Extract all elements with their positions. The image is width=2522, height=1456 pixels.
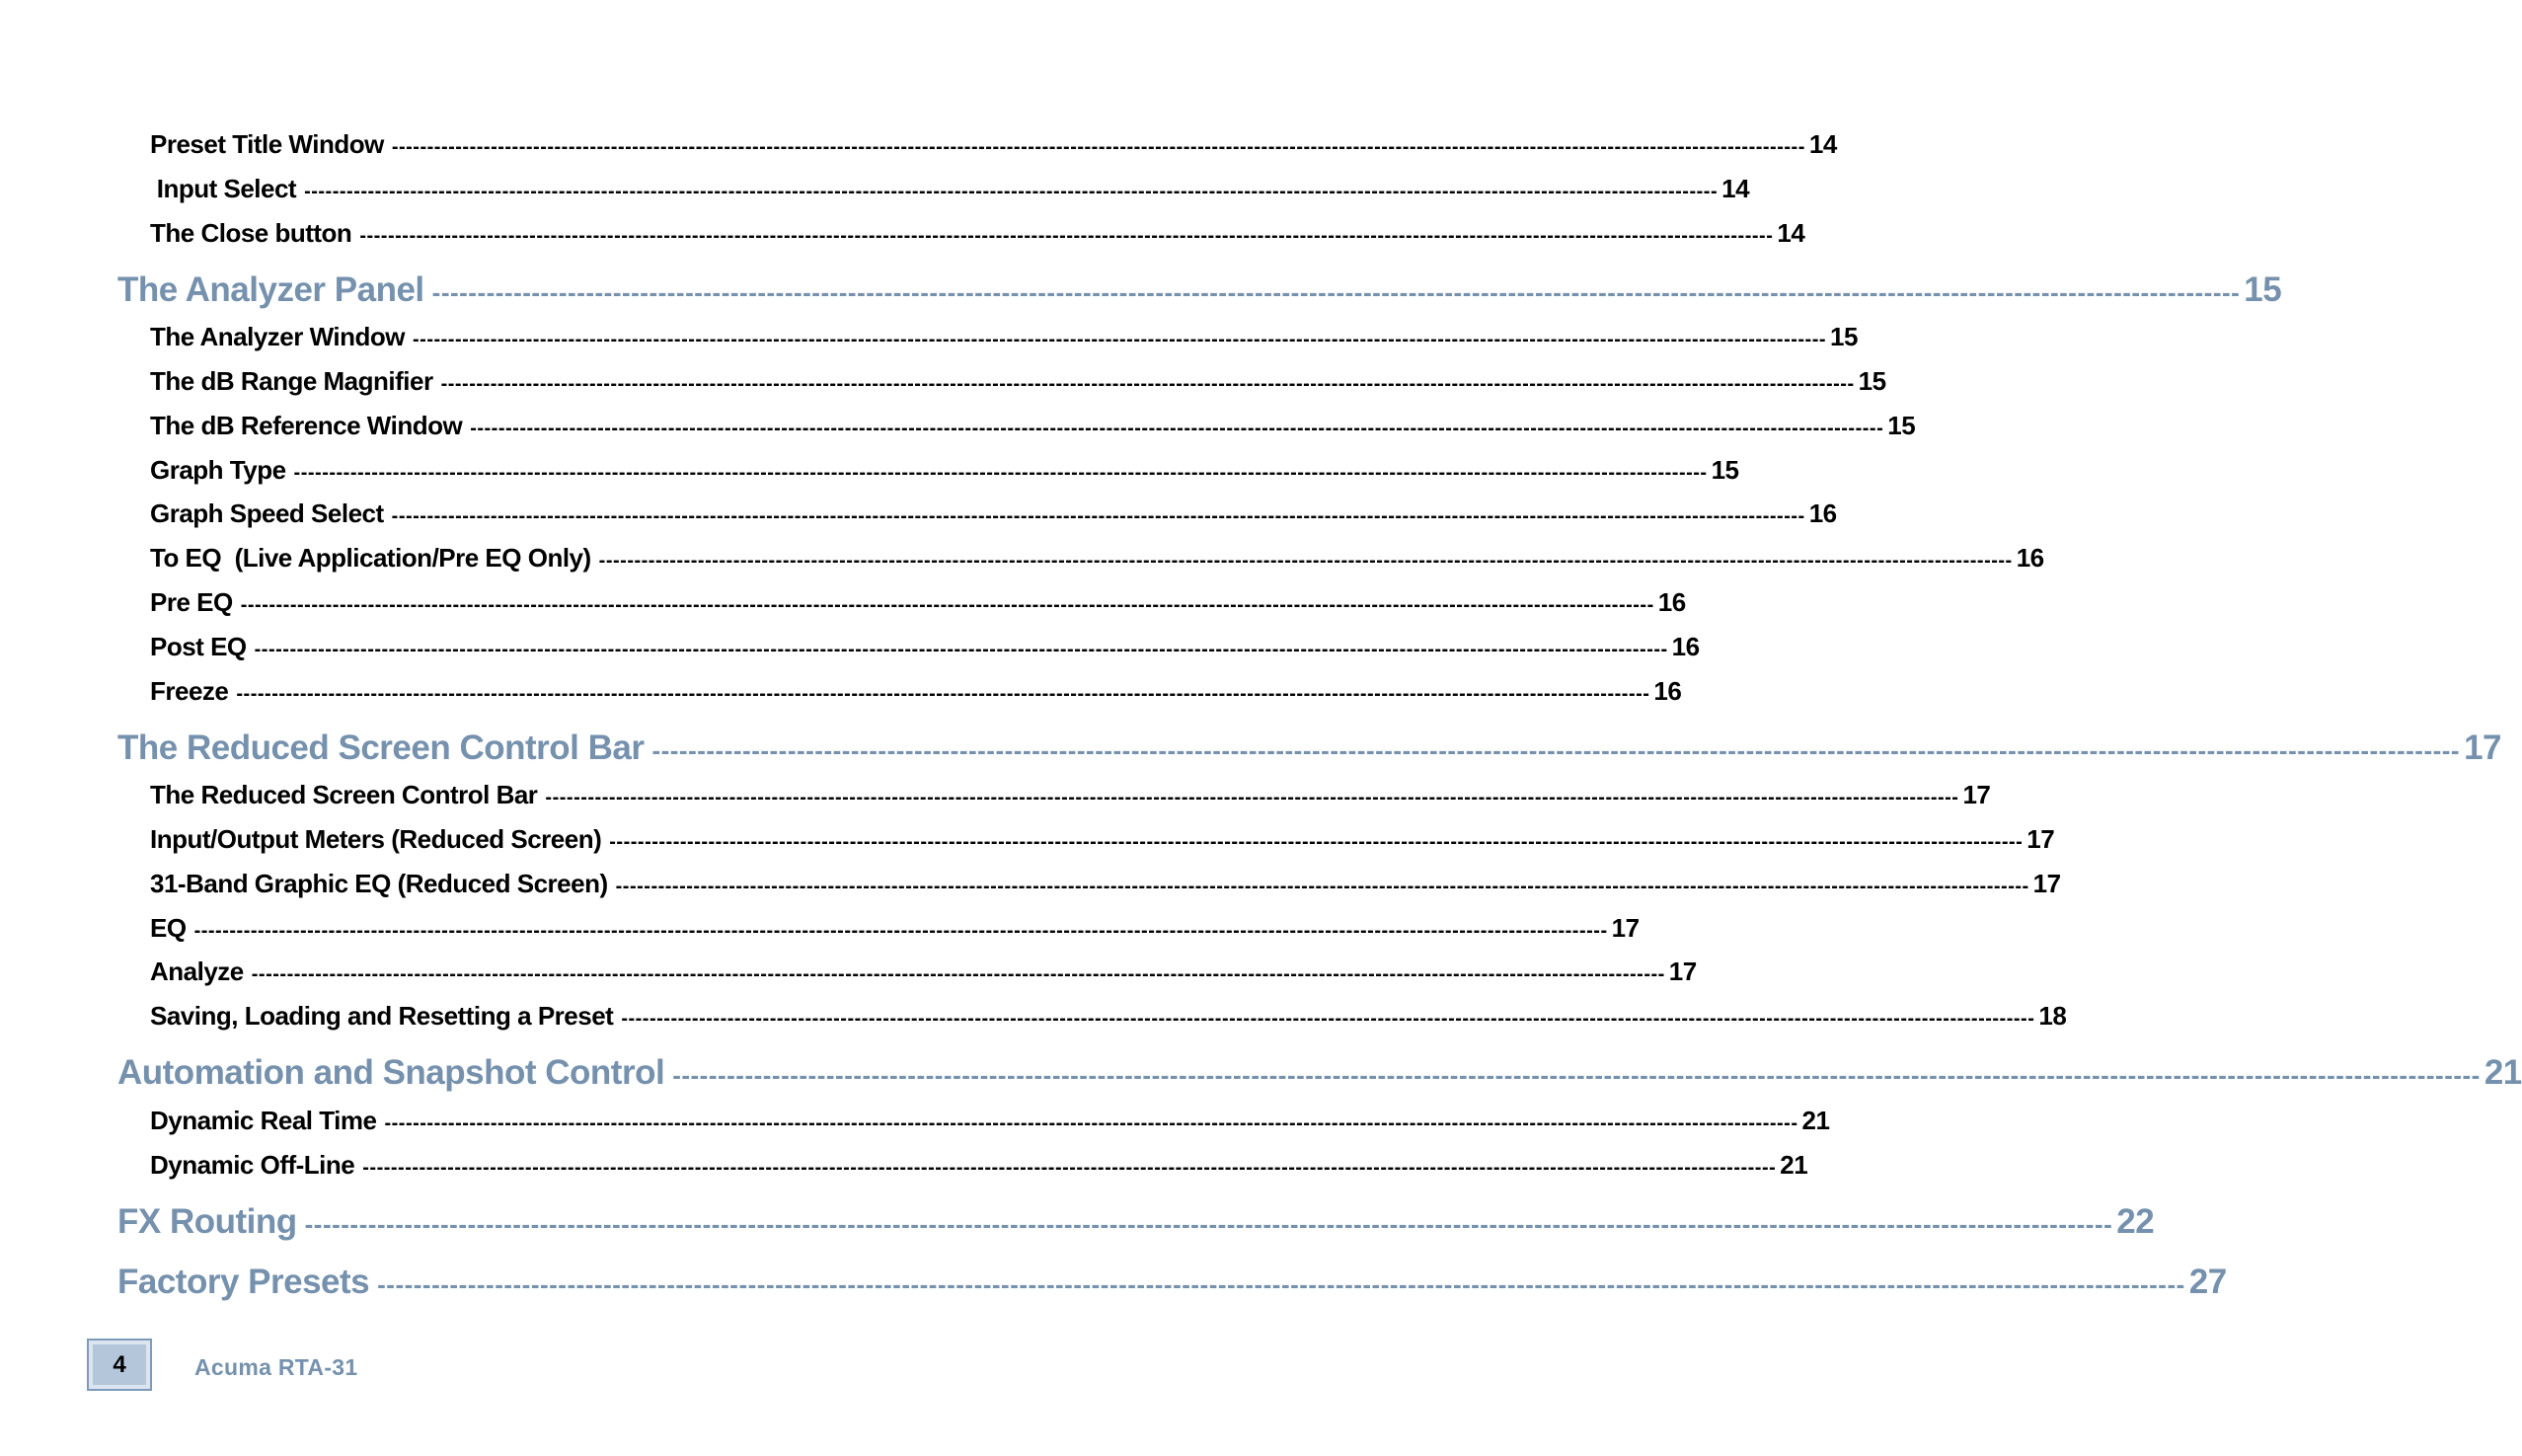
toc-leader-dashes: -------------------------------------------------------------------------------------------------------------------------------------------------------------------------------------------------------- bbox=[359, 225, 1774, 247]
toc-entry-page: 14 bbox=[1721, 174, 1750, 203]
toc-entry-title: Factory Presets bbox=[117, 1263, 370, 1301]
toc-entry-title: Preset Title Window bbox=[150, 129, 384, 159]
toc-entry-title: Graph Speed Select bbox=[150, 498, 384, 528]
toc-entry-page: 14 bbox=[1808, 129, 1837, 159]
footer-product-title: Acuma RTA-31 bbox=[194, 1354, 358, 1380]
toc-leader-dashes: -------------------------------------------------------------------------------------------------------------------------------------------------------------------------------------------------------- bbox=[621, 1008, 2035, 1030]
toc-entry-page: 14 bbox=[1777, 218, 1805, 248]
toc-leader-dashes: -------------------------------------------------------------------------------------------------------------------------------------------------------------------------------------------------------- bbox=[236, 683, 1650, 705]
toc-entry-page: 18 bbox=[2038, 1001, 2067, 1031]
toc-entry[interactable] bbox=[150, 910, 1640, 946]
toc-leader-dashes: -------------------------------------------------------------------------------------------------------------------------------------------------------------------------------------------------------- bbox=[413, 329, 1827, 350]
page-number: 4 bbox=[113, 1350, 126, 1378]
toc-entry-title: Freeze bbox=[150, 676, 229, 706]
toc-entry-page: 15 bbox=[1858, 366, 1886, 396]
toc-entry[interactable] bbox=[150, 866, 2061, 901]
toc-leader-dashes: -------------------------------------------------------------------------------------------------------------------------------------------------------------------------------------------------------- bbox=[304, 1209, 2113, 1239]
toc-entry-title: The Reduced Screen Control Bar bbox=[117, 728, 645, 767]
page-number-box bbox=[87, 1339, 152, 1391]
toc-leader-dashes: -------------------------------------------------------------------------------------------------------------------------------------------------------------------------------------------------------- bbox=[384, 1112, 1798, 1134]
toc-entry-title: Saving, Loading and Resetting a Preset bbox=[150, 1001, 614, 1031]
toc-section-entry[interactable] bbox=[117, 1260, 2227, 1305]
toc-entry-title: The Reduced Screen Control Bar bbox=[150, 780, 538, 809]
toc-entry-title: Input Select bbox=[150, 174, 297, 203]
toc-entry-title: To EQ (Live Application/Pre EQ Only) bbox=[150, 543, 591, 573]
toc-entry-page: 15 bbox=[1711, 455, 1739, 485]
toc-entry-page: 17 bbox=[1611, 913, 1640, 943]
toc-leader-dashes: -------------------------------------------------------------------------------------------------------------------------------------------------------------------------------------------------------- bbox=[431, 277, 2241, 307]
toc-entry-title: Input/Output Meters (Reduced Screen) bbox=[150, 824, 602, 854]
toc-entry[interactable] bbox=[150, 540, 2044, 575]
toc-leader-dashes: -------------------------------------------------------------------------------------------------------------------------------------------------------------------------------------------------------- bbox=[672, 1060, 2481, 1090]
toc-entry-title: Post EQ bbox=[150, 632, 247, 661]
toc-leader-dashes: -------------------------------------------------------------------------------------------------------------------------------------------------------------------------------------------------------- bbox=[391, 136, 1805, 158]
toc-entry[interactable] bbox=[150, 673, 1682, 709]
toc-entry[interactable] bbox=[150, 1147, 1808, 1183]
toc-entry-title: EQ bbox=[150, 913, 187, 943]
toc-entry-title: Graph Type bbox=[150, 455, 286, 485]
toc-leader-dashes: -------------------------------------------------------------------------------------------------------------------------------------------------------------------------------------------------------- bbox=[362, 1157, 1777, 1179]
toc-leader-dashes: -------------------------------------------------------------------------------------------------------------------------------------------------------------------------------------------------------- bbox=[293, 462, 1708, 484]
toc-entry-title: The Analyzer Panel bbox=[117, 270, 424, 309]
toc-section-entry[interactable] bbox=[117, 726, 2502, 771]
toc-entry[interactable] bbox=[150, 629, 1700, 664]
toc-section-entry[interactable] bbox=[117, 1050, 2522, 1096]
toc-leader-dashes: -------------------------------------------------------------------------------------------------------------------------------------------------------------------------------------------------------- bbox=[609, 831, 2024, 853]
toc-entry[interactable] bbox=[150, 496, 1837, 531]
toc-entry[interactable] bbox=[150, 1103, 1830, 1138]
toc-entry[interactable] bbox=[150, 584, 1686, 620]
toc-entry-title: The Close button bbox=[150, 218, 352, 248]
toc-entry-page: 17 bbox=[2026, 824, 2055, 854]
toc-entry[interactable] bbox=[150, 408, 1916, 443]
toc-entry[interactable] bbox=[150, 319, 1858, 354]
toc-entry-title: Automation and Snapshot Control bbox=[117, 1053, 665, 1092]
toc-leader-dashes: -------------------------------------------------------------------------------------------------------------------------------------------------------------------------------------------------------- bbox=[545, 787, 1959, 808]
toc-leader-dashes: -------------------------------------------------------------------------------------------------------------------------------------------------------------------------------------------------------- bbox=[304, 181, 1719, 202]
toc-entry[interactable] bbox=[150, 363, 1886, 399]
toc-entry-title: Pre EQ bbox=[150, 587, 233, 617]
toc-entry-title: 31-Band Graphic EQ (Reduced Screen) bbox=[150, 869, 608, 898]
toc-entry-page: 15 bbox=[2244, 270, 2282, 309]
toc-entry-page: 17 bbox=[1668, 957, 1697, 986]
toc-leader-dashes: -------------------------------------------------------------------------------------------------------------------------------------------------------------------------------------------------------- bbox=[615, 876, 2029, 897]
toc-entry[interactable] bbox=[150, 171, 1750, 206]
toc-entry-page: 17 bbox=[2032, 869, 2061, 898]
toc-entry-title: FX Routing bbox=[117, 1202, 297, 1241]
toc-leader-dashes: -------------------------------------------------------------------------------------------------------------------------------------------------------------------------------------------------------- bbox=[651, 735, 2461, 765]
toc-entry-page: 22 bbox=[2116, 1202, 2155, 1241]
toc-section-entry[interactable] bbox=[117, 268, 2282, 313]
toc-entry-title: The dB Range Magnifier bbox=[150, 366, 433, 396]
toc-leader-dashes: -------------------------------------------------------------------------------------------------------------------------------------------------------------------------------------------------------- bbox=[251, 963, 1665, 985]
toc-entry[interactable] bbox=[150, 452, 1739, 488]
toc-entry-page: 17 bbox=[2464, 728, 2502, 767]
toc-entry-title: The dB Reference Window bbox=[150, 411, 463, 440]
toc-entry-page: 21 bbox=[2484, 1053, 2522, 1092]
toc-leader-dashes: -------------------------------------------------------------------------------------------------------------------------------------------------------------------------------------------------------- bbox=[470, 418, 1884, 439]
toc-entry-page: 15 bbox=[1887, 411, 1916, 440]
toc-entry-title: Dynamic Off-Line bbox=[150, 1150, 355, 1180]
toc-entry[interactable] bbox=[150, 821, 2055, 857]
toc-entry-page: 16 bbox=[2016, 543, 2044, 573]
toc-entry-title: The Analyzer Window bbox=[150, 322, 405, 351]
toc-leader-dashes: -------------------------------------------------------------------------------------------------------------------------------------------------------------------------------------------------------- bbox=[440, 373, 1855, 395]
toc-leader-dashes: -------------------------------------------------------------------------------------------------------------------------------------------------------------------------------------------------------- bbox=[193, 920, 1608, 942]
toc-entry[interactable] bbox=[150, 777, 1991, 812]
toc-leader-dashes: -------------------------------------------------------------------------------------------------------------------------------------------------------------------------------------------------------- bbox=[377, 1269, 2185, 1299]
toc-entry-page: 21 bbox=[1801, 1106, 1830, 1135]
toc-leader-dashes: -------------------------------------------------------------------------------------------------------------------------------------------------------------------------------------------------------- bbox=[598, 550, 2013, 572]
toc-entry-page: 21 bbox=[1780, 1150, 1808, 1180]
toc-entry-page: 15 bbox=[1830, 322, 1858, 351]
toc-entry-page: 16 bbox=[1657, 587, 1686, 617]
toc-entry[interactable] bbox=[150, 954, 1697, 989]
toc-entry[interactable] bbox=[150, 215, 1805, 251]
toc-entry-page: 16 bbox=[1671, 632, 1700, 661]
toc-entry-page: 16 bbox=[1653, 676, 1682, 706]
toc-leader-dashes: -------------------------------------------------------------------------------------------------------------------------------------------------------------------------------------------------------- bbox=[391, 505, 1805, 527]
toc-entry-page: 17 bbox=[1962, 780, 1991, 809]
toc-entry-page: 27 bbox=[2188, 1263, 2227, 1301]
toc-entry-title: Analyze bbox=[150, 957, 244, 986]
toc-section-entry[interactable] bbox=[117, 1199, 2155, 1245]
toc-leader-dashes: -------------------------------------------------------------------------------------------------------------------------------------------------------------------------------------------------------- bbox=[254, 639, 1668, 660]
toc-entry-title: Dynamic Real Time bbox=[150, 1106, 377, 1135]
toc-entry[interactable] bbox=[150, 126, 1837, 162]
toc-entry[interactable] bbox=[150, 998, 2067, 1034]
toc-entry-page: 16 bbox=[1808, 498, 1837, 528]
toc-leader-dashes: -------------------------------------------------------------------------------------------------------------------------------------------------------------------------------------------------------- bbox=[240, 594, 1654, 616]
